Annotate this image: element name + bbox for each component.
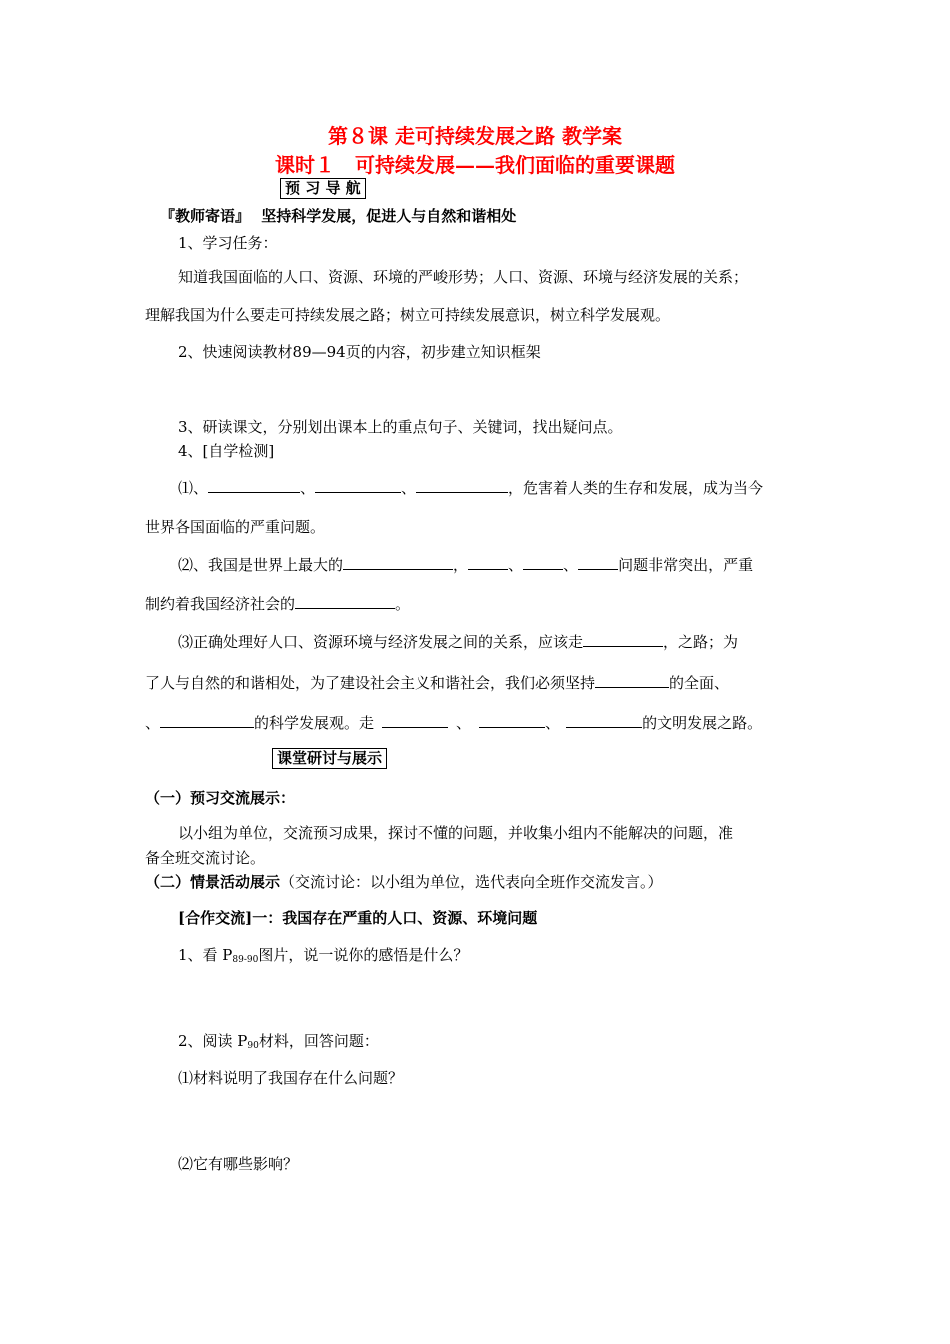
q1-sep1: 、 [300,479,316,497]
part1-heading: （一）预习交流展示： [145,789,296,807]
q3-blank-2[interactable] [595,673,669,688]
q2-c2: 、 [508,556,524,574]
q3-line3 [145,712,762,733]
q1-blank-3[interactable] [416,478,508,493]
q3-line3d: 、 [545,714,561,732]
q2-blank-3[interactable] [523,555,563,570]
q1-line2: 世界各国面临的严重问题。 [145,518,326,536]
q3-blank-4[interactable] [382,713,448,728]
doc-subtitle: 课时１ 可持续发展——我们面临的重要课题 [275,153,675,177]
q1-blank-1[interactable] [208,478,300,493]
q2-line2 [145,593,410,614]
q3-blank-3[interactable] [160,713,254,728]
q1-tail: ，危害着人类的生存和发展，成为当今 [508,479,764,497]
item1-page-ref: 89-90 [232,955,259,965]
sub-question-2: ⑵它有哪些影响？ [178,1155,299,1173]
item2-page-ref: 90 [247,1041,259,1051]
q2-c3: 、 [563,556,579,574]
q3-blank-5[interactable] [479,713,545,728]
item2-a: 2、阅读 P [178,1032,248,1050]
task1-label: 1、学习任务： [178,234,278,252]
section-heading-preview: 预 习 导 航 [280,178,366,199]
item-1 [178,944,468,965]
q3-line3c: 、 [456,714,472,732]
part1-line1: 以小组为单位，交流预习成果，探讨不懂的问题，并收集小组内不能解决的问题，准 [178,824,734,842]
part1-line2: 备全班交流讨论。 [145,849,266,867]
q1-sep2: 、 [401,479,417,497]
part2-heading: （二）情景活动展示 [145,873,281,891]
q3-line3b: 的科学发展观。走 [254,714,375,732]
q1-blank-2[interactable] [315,478,401,493]
question-1 [178,477,763,498]
q3-line3a: 、 [145,714,161,732]
q3-blank-1[interactable] [583,632,663,647]
q2-blank-2[interactable] [468,555,508,570]
motto-text: 坚持科学发展，促进人与自然和谐相处 [261,207,517,225]
doc-title: 第８课 走可持续发展之路 教学案 [328,124,622,148]
question-2 [178,554,753,575]
sub-question-1: ⑴材料说明了我国存在什么问题？ [178,1069,404,1087]
q3-line2 [145,672,729,693]
motto-label: 『教师寄语』 [160,207,251,225]
q1-num: ⑴、 [178,479,209,497]
task2: 2、快速阅读教材89—94页的内容，初步建立知识框架 [178,343,541,361]
q3-line2b: 的全面、 [669,674,730,692]
coop1-heading: [合作交流]一：我国存在严重的人口、资源、环境问题 [178,909,538,927]
q2-tail: 问题非常突出，严重 [618,556,754,574]
q2-line2b: 。 [395,595,411,613]
q2-blank-4[interactable] [578,555,618,570]
q3-tail: ，之路；为 [663,633,739,651]
item1-b: 图片，说一说你的感悟是什么？ [258,946,469,964]
task3: 3、研读课文，分别划出课本上的重点句子、关键词，找出疑问点。 [178,418,623,436]
part2-line [145,871,663,892]
q2-blank-1[interactable] [343,555,453,570]
item2-b: 材料，回答问题： [258,1032,379,1050]
q2-c1: ， [453,556,469,574]
task1-line1: 知道我国面临的人口、资源、环境的严峻形势；人口、资源、环境与经济发展的关系； [178,268,749,286]
section-heading-classroom: 课堂研讨与展示 [272,748,387,769]
q3-blank-6[interactable] [566,713,642,728]
part2-note: （交流讨论：以小组为单位，选代表向全班作交流发言。） [280,873,663,891]
task1-line2: 理解我国为什么要走可持续发展之路；树立可持续发展意识，树立科学发展观。 [145,306,671,324]
q3-head: ⑶正确处理好人口、资源环境与经济发展之间的关系，应该走 [178,633,584,651]
teacher-motto [160,205,516,226]
q2-blank-5[interactable] [295,594,395,609]
question-3 [178,631,738,652]
task4: 4、[自学检测] [178,442,275,460]
q2-line2a: 制约着我国经济社会的 [145,595,296,613]
item-2 [178,1030,379,1051]
item1-a: 1、看 P [178,946,233,964]
q2-head: ⑵、我国是世界上最大的 [178,556,344,574]
q3-line2a: 了人与自然的和谐相处，为了建设社会主义和谐社会，我们必须坚持 [145,674,596,692]
q3-line3e: 的文明发展之路。 [642,714,763,732]
